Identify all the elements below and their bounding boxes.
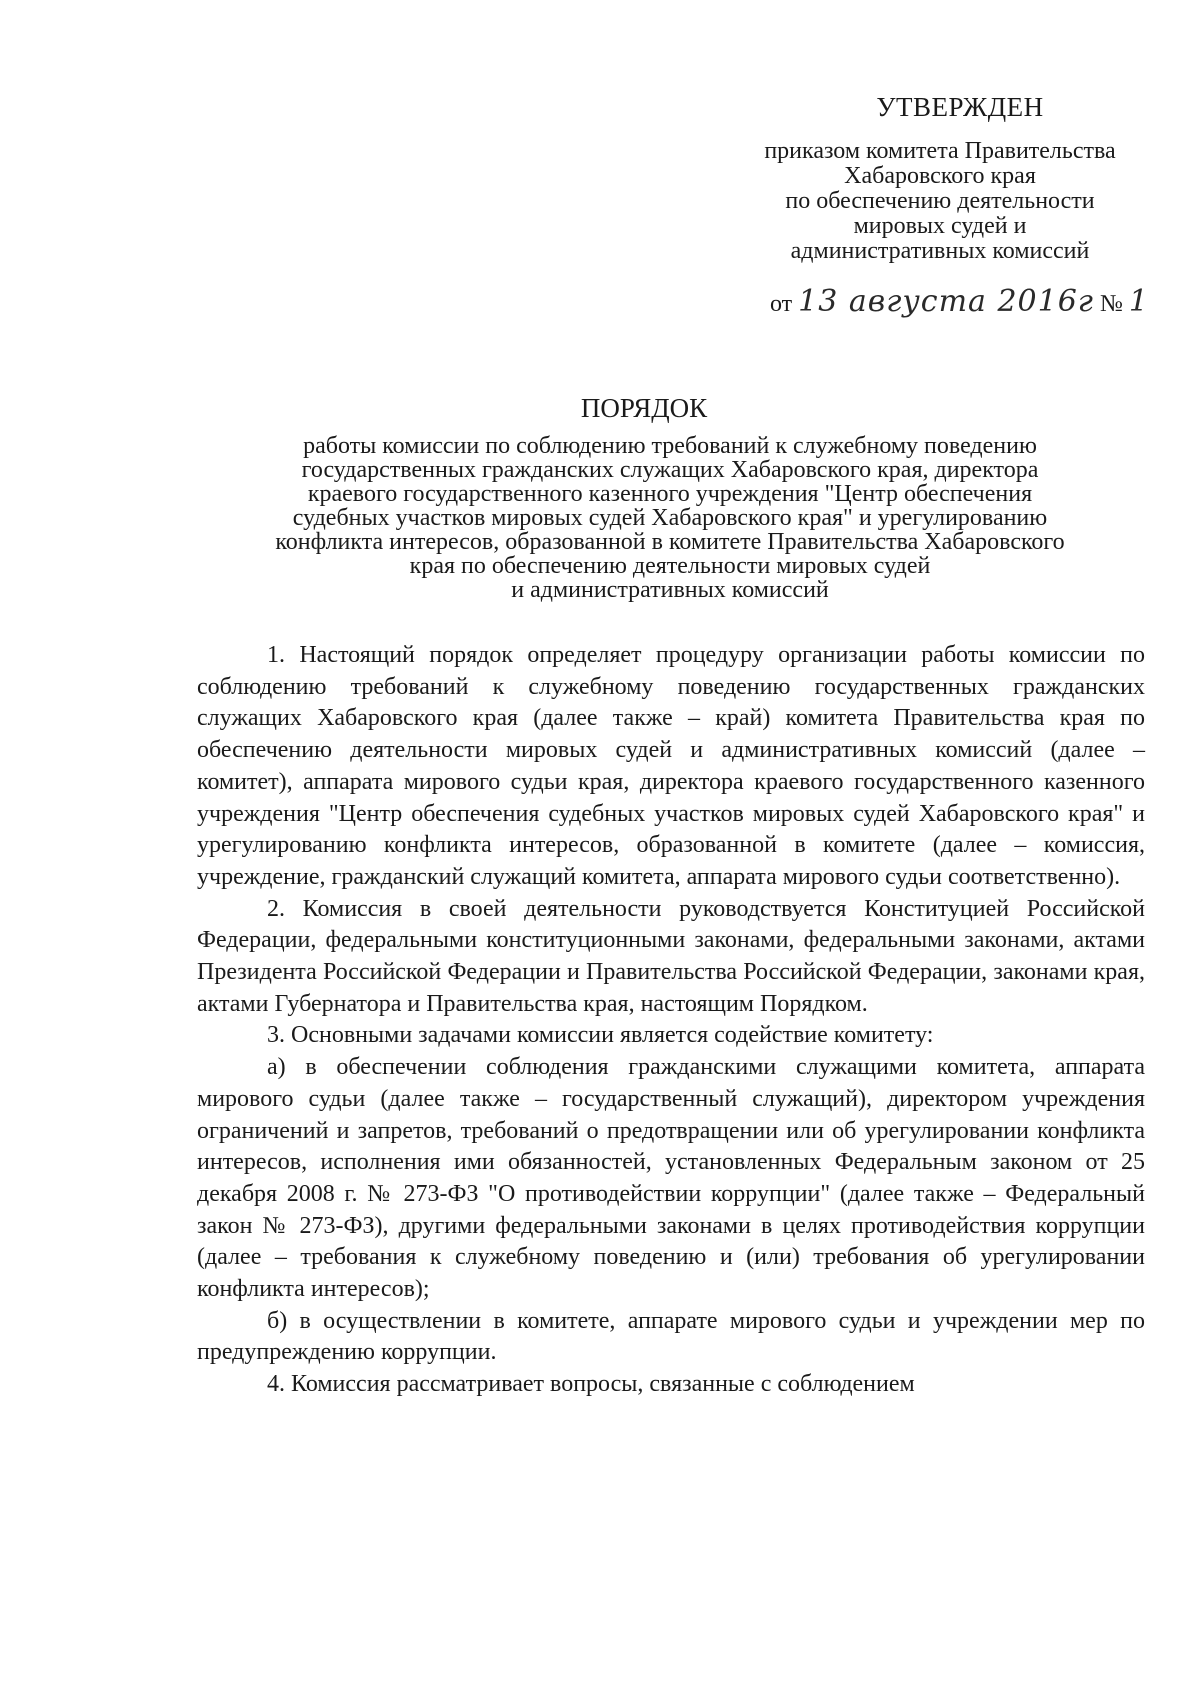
paragraph-3: 3. Основными задачами комиссии является содействие комитету: <box>267 1022 934 1049</box>
paragraph-3b: б) в осуществлении в комитете, аппарате мирового судьи и учреждении мер по предупреждению коррупции. <box>197 1307 1145 1366</box>
approval-line: Хабаровского края <box>844 163 1036 189</box>
handwritten-date: 13 августа 2016г <box>798 284 1094 319</box>
document-title: ПОРЯДОК <box>580 393 708 423</box>
approved-heading: УТВЕРЖДЕН <box>876 92 1044 122</box>
subtitle-line: края по обеспечению деятельности мировых судей <box>409 553 931 579</box>
subtitle-line: судебных участков мировых судей Хабаровского края" и урегулированию <box>292 505 1048 531</box>
number-label: № <box>1099 291 1123 317</box>
subtitle-line: и административных комиссий <box>511 577 829 603</box>
document-subtitle <box>190 434 1150 602</box>
subtitle-line: конфликта интересов, образованной в комитете Правительства Хабаровского <box>275 529 1065 555</box>
approval-line: приказом комитета Правительства <box>764 138 1116 164</box>
approval-block <box>730 92 1150 264</box>
date-prefix: от <box>770 291 793 317</box>
approval-line: по обеспечению деятельности <box>785 188 1095 214</box>
document-body <box>197 640 1145 1401</box>
handwritten-number: 1 <box>1128 284 1149 319</box>
paragraph-4: 4. Комиссия рассматривает вопросы, связанные с соблюдением <box>267 1371 915 1398</box>
subtitle-line: работы комиссии по соблюдению требований к служебному поведению <box>303 433 1037 459</box>
approval-line: мировых судей и <box>853 213 1027 239</box>
approval-line: административных комиссий <box>790 238 1090 264</box>
paragraph-2: 2. Комиссия в своей деятельности руководствуется Конституцией Российской Федерации, федеральными конституционными законами, федеральными законами, актами Президента Российской Федерации и Правительства Российской Федерации, законами края, актами Губернатора и Правительства края, настоящим Порядком. <box>197 895 1145 1017</box>
subtitle-line: государственных гражданских служащих Хабаровского края, директора <box>301 457 1039 483</box>
subtitle-line: краевого государственного казенного учреждения "Центр обеспечения <box>307 481 1033 507</box>
paragraph-3a: а) в обеспечении соблюдения гражданскими служащими комитета, аппарата мирового судьи (далее также – государственный служащий), директором учреждения ограничений и запретов, требований о предотвращении или об урегулировании конфликта интересов, исполнения ими обязанностей, установленных Федеральным законом от 25 декабря 2008 г. № 273-ФЗ "О противодействии коррупции" (далее также – Федеральный закон № 273-ФЗ), другими федеральными законами в целях противодействия коррупции (далее – требования к служебному поведению и (или) требования об урегулировании конфликта интересов); <box>197 1054 1145 1303</box>
paragraph-1: 1. Настоящий порядок определяет процедуру организации работы комиссии по соблюдению требований к служебному поведению государственных гражданских служащих Хабаровского края (далее также – край) комитета Правительства края по обеспечению деятельности мировых судей и административных комиссий (далее – комитет), аппарата мирового судьи края, директора краевого государственного казенного учреждения "Центр обеспечения судебных участков мировых судей Хабаровского края" и урегулированию конфликта интересов, образованной в комитете (далее – комиссия, учреждение, гражданский служащий комитета, аппарата мирового судьи соответственно). <box>197 642 1145 890</box>
approval-date-line <box>770 284 1149 319</box>
